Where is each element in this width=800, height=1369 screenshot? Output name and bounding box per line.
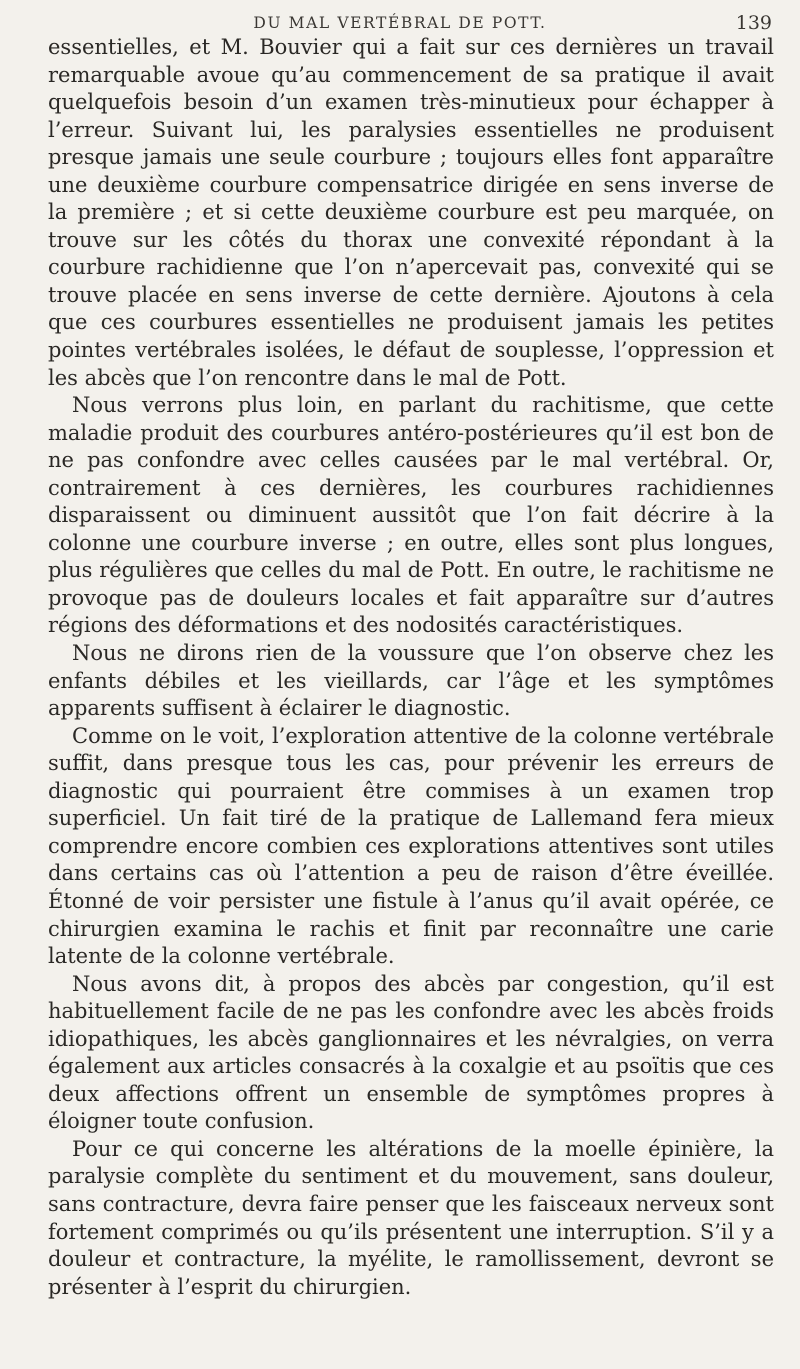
paragraph-3: Nous ne dirons rien de la voussure que l’on observe chez les enfants débiles et les vieillards, car l’âge et les symptômes apparents suffisent à éclairer le diagnostic. [48, 641, 774, 721]
paragraph-1: essentielles, et M. Bouvier qui a fait sur ces dernières un travail remarquable avoue qu’au commencement de sa pratique il avait quelquefois besoin d’un examen très-minutieux pour échapper à l’erreur. Suivant lui, les paralysies essentielles ne produisent presque jamais une seule courbure ; toujours elles font apparaître une deuxième courbure compensatrice dirigée en sens inverse de la première ; et si cette deuxième courbure est peu marquée, on trouve sur les côtés du thorax une convexité répondant à la courbure rachidienne que l’on n’apercevait pas, convexité qui se trouve placée en sens inverse de cette dernière. Ajoutons à cela que ces courbures essentielles ne produisent jamais les petites pointes vertébrales isolées, le défaut de souplesse, l’oppression et les abcès que l’on rencontre dans le mal de Pott. [48, 35, 774, 390]
running-title: DU MAL VERTÉBRAL DE POTT. [253, 14, 547, 32]
running-header [0, 10, 800, 36]
paragraph-5: Nous avons dit, à propos des abcès par congestion, qu’il est habituellement facile de ne pas les confondre avec les abcès froids idiopathiques, les abcès ganglionnaires et les névralgies, on verra également aux articles consacrés à la coxalgie et au psoïtis que ces deux affections offrent un ensemble de symptômes propres à éloigner toute confusion. [48, 971, 774, 1134]
body-text [48, 34, 774, 1301]
paragraph-6: Pour ce qui concerne les altérations de la moelle épinière, la paralysie complète du sentiment et du mouvement, sans douleur, sans contracture, devra faire penser que les faisceaux nerveux sont fortement comprimés ou qu’ils présentent une interruption. S’il y a douleur et contracture, la myélite, le ramollissement, devront se présenter à l’esprit du chirurgien. [48, 1136, 774, 1299]
paragraph-2: Nous verrons plus loin, en parlant du rachitisme, que cette maladie produit des courbures antéro-postérieures qu’il est bon de ne pas confondre avec celles causées par le mal vertébral. Or, contrairement à ces dernières, les courbures rachidiennes disparaissent ou diminuent aussitôt que l’on fait décrire à la colonne une courbure inverse ; en outre, elles sont plus longues, plus régulières que celles du mal de Pott. En outre, le rachitisme ne provoque pas de douleurs locales et fait apparaître sur d’autres régions des déformations et des nodosités caractéristiques. [48, 393, 774, 638]
page-number: 139 [735, 12, 772, 34]
paragraph-4: Comme on le voit, l’exploration attentive de la colonne vertébrale suffit, dans presque tous les cas, pour prévenir les erreurs de diagnostic qui pourraient être commises à un examen trop superficiel. Un fait tiré de la pratique de Lallemand fera mieux comprendre encore combien ces explorations attentives sont utiles dans certains cas où l’attention a peu de raison d’être éveillée. Étonné de voir persister une fistule à l’anus qu’il avait opérée, ce chirurgien examina le rachis et finit par reconnaître une carie latente de la colonne vertébrale. [48, 723, 774, 969]
